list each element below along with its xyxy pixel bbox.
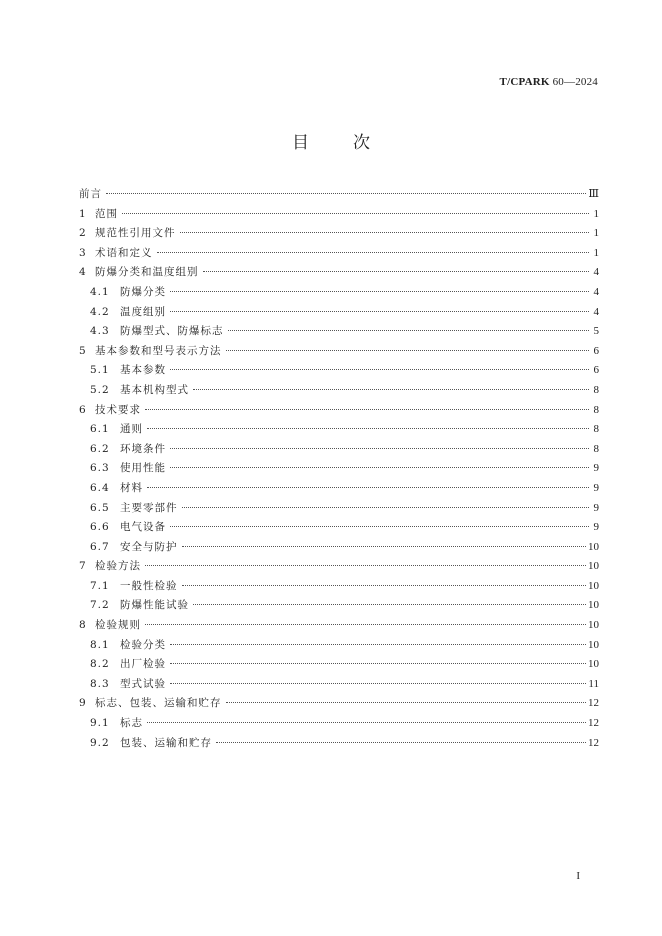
- toc-entry-number: 6.6: [90, 521, 110, 534]
- toc-entry-page: 8: [593, 383, 599, 396]
- toc-entry-number: 3: [79, 246, 87, 259]
- toc-leader-dots: [180, 232, 590, 233]
- toc-entry-page: 9: [593, 521, 599, 534]
- toc-entry[interactable]: [79, 636, 599, 656]
- toc-entry[interactable]: [79, 675, 599, 695]
- toc-leader-dots: [170, 448, 589, 449]
- toc-leader-dots: [182, 546, 587, 547]
- toc-entry-title: 防爆型式、防爆标志: [120, 325, 224, 338]
- toc-entry[interactable]: [79, 557, 599, 577]
- toc-entry-number: 6.2: [90, 442, 110, 455]
- toc-entry-title: 出厂检验: [120, 658, 166, 671]
- toc-entry-title: 检验分类: [120, 638, 166, 651]
- toc-leader-dots: [170, 311, 589, 312]
- standard-code-prefix: T/CPARK: [499, 76, 550, 88]
- toc-entry-page: 8: [593, 423, 599, 436]
- toc-entry[interactable]: [79, 440, 599, 460]
- toc-leader-dots: [193, 389, 589, 390]
- toc-leader-dots: [147, 722, 586, 723]
- toc-entry-page: 10: [588, 658, 599, 671]
- toc-entry-page: 4: [593, 285, 599, 298]
- page-title-char-2: 次: [353, 133, 370, 153]
- table-of-contents: [79, 185, 599, 753]
- toc-entry-title: 温度组别: [120, 305, 166, 318]
- toc-entry-title: 标志: [120, 717, 143, 730]
- toc-leader-dots: [147, 487, 589, 488]
- toc-entry-number: 4.3: [90, 325, 110, 338]
- toc-leader-dots: [203, 271, 590, 272]
- toc-entry-title: 范围: [95, 207, 118, 220]
- toc-leader-dots: [170, 663, 586, 664]
- toc-entry-page: 10: [588, 619, 599, 632]
- toc-entry[interactable]: [79, 205, 599, 225]
- toc-entry-page: 8: [593, 442, 599, 455]
- toc-entry-title: 防爆分类和温度组别: [95, 266, 199, 279]
- toc-entry-number: 8: [79, 619, 87, 632]
- toc-entry-number: 1: [79, 207, 87, 220]
- toc-entry[interactable]: [79, 479, 599, 499]
- toc-entry-page: 5: [593, 325, 599, 338]
- toc-leader-dots: [170, 644, 586, 645]
- toc-entry-page: 11: [588, 677, 599, 690]
- toc-entry-title: 基本机构型式: [120, 383, 189, 396]
- toc-entry-number: 6.4: [90, 481, 110, 494]
- toc-entry[interactable]: [79, 577, 599, 597]
- toc-entry[interactable]: [79, 616, 599, 636]
- toc-leader-dots: [226, 702, 587, 703]
- toc-entry-number: 6.1: [90, 423, 110, 436]
- toc-leader-dots: [182, 507, 590, 508]
- toc-entry[interactable]: [79, 694, 599, 714]
- toc-entry[interactable]: [79, 224, 599, 244]
- toc-entry[interactable]: [79, 538, 599, 558]
- toc-entry-number: 6.5: [90, 501, 110, 514]
- toc-entry-page: 12: [588, 736, 599, 749]
- toc-leader-dots: [216, 742, 586, 743]
- toc-entry-number: 9.2: [90, 736, 110, 749]
- toc-entry-page: 12: [588, 697, 599, 710]
- toc-entry[interactable]: [79, 322, 599, 342]
- toc-entry-number: 9.1: [90, 717, 110, 730]
- toc-leader-dots: [170, 467, 589, 468]
- toc-leader-dots: [157, 252, 590, 253]
- toc-entry[interactable]: [79, 342, 599, 362]
- toc-entry[interactable]: [79, 263, 599, 283]
- toc-entry-page: 9: [593, 501, 599, 514]
- toc-entry-page: 10: [588, 560, 599, 573]
- toc-leader-dots: [170, 369, 589, 370]
- page-title-char-1: 目: [292, 133, 309, 153]
- toc-leader-dots: [147, 428, 589, 429]
- toc-entry[interactable]: [79, 499, 599, 519]
- toc-entry-title: 使用性能: [120, 462, 166, 475]
- toc-entry-number: 7.2: [90, 599, 110, 612]
- toc-entry[interactable]: [79, 303, 599, 323]
- toc-entry[interactable]: [79, 596, 599, 616]
- toc-entry-number: 7: [79, 560, 87, 573]
- toc-entry-page: 4: [593, 305, 599, 318]
- toc-entry[interactable]: [79, 185, 599, 205]
- toc-leader-dots: [170, 526, 589, 527]
- toc-leader-dots: [145, 624, 586, 625]
- toc-leader-dots: [228, 330, 590, 331]
- toc-entry-title: 安全与防护: [120, 540, 178, 553]
- toc-entry-title: 型式试验: [120, 677, 166, 690]
- toc-entry-page: 9: [593, 462, 599, 475]
- toc-entry-number: 5.2: [90, 383, 110, 396]
- toc-entry-number: 4: [79, 266, 87, 279]
- footer-page-number: I: [576, 870, 580, 882]
- toc-entry[interactable]: [79, 244, 599, 264]
- toc-entry-title: 电气设备: [120, 521, 166, 534]
- toc-entry-title: 材料: [120, 481, 143, 494]
- toc-entry-page: 10: [588, 638, 599, 651]
- page-title: [0, 128, 662, 153]
- toc-leader-dots: [145, 565, 586, 566]
- toc-entry-number: 5.1: [90, 364, 110, 377]
- toc-entry-page: 1: [593, 246, 599, 259]
- toc-entry-title: 环境条件: [120, 442, 166, 455]
- toc-leader-dots: [145, 409, 589, 410]
- toc-leader-dots: [182, 585, 587, 586]
- toc-entry-title: 一般性检验: [120, 579, 178, 592]
- toc-entry[interactable]: [79, 401, 599, 421]
- standard-code-number: 60—2024: [552, 76, 598, 88]
- toc-leader-dots: [170, 291, 589, 292]
- toc-entry-number: 8.3: [90, 677, 110, 690]
- toc-entry-number: 9: [79, 697, 87, 710]
- toc-entry-title: 基本参数和型号表示方法: [95, 344, 222, 357]
- toc-entry-page: 1: [593, 227, 599, 240]
- toc-entry-page: 10: [588, 599, 599, 612]
- toc-entry-page: 4: [593, 266, 599, 279]
- toc-entry[interactable]: [79, 655, 599, 675]
- toc-entry-number: 5: [79, 344, 87, 357]
- toc-entry-title: 规范性引用文件: [95, 227, 176, 240]
- toc-entry-title: 技术要求: [95, 403, 141, 416]
- toc-entry-title: 通则: [120, 423, 143, 436]
- toc-entry-title: 防爆性能试验: [120, 599, 189, 612]
- toc-leader-dots: [226, 350, 590, 351]
- toc-entry-number: 7.1: [90, 579, 110, 592]
- toc-entry[interactable]: [79, 283, 599, 303]
- toc-entry-title: 检验方法: [95, 560, 141, 573]
- toc-leader-dots: [122, 213, 589, 214]
- toc-entry-number: 6.3: [90, 462, 110, 475]
- toc-entry-number: 6: [79, 403, 87, 416]
- toc-entry-number: 8.2: [90, 658, 110, 671]
- toc-entry[interactable]: [79, 734, 599, 754]
- toc-entry-title: 检验规则: [95, 619, 141, 632]
- toc-entry-page: Ⅲ: [588, 188, 599, 200]
- toc-entry[interactable]: [79, 714, 599, 734]
- toc-entry-page: 6: [593, 344, 599, 357]
- toc-entry-title: 术语和定义: [95, 246, 153, 259]
- toc-leader-dots: [106, 193, 586, 194]
- toc-entry[interactable]: [79, 420, 599, 440]
- toc-entry[interactable]: [79, 459, 599, 479]
- toc-entry[interactable]: [79, 381, 599, 401]
- toc-entry-page: 1: [593, 207, 599, 220]
- toc-entry[interactable]: [79, 518, 599, 538]
- toc-entry-page: 12: [588, 717, 599, 730]
- toc-entry-number: 4.2: [90, 305, 110, 318]
- toc-entry-number: 8.1: [90, 638, 110, 651]
- toc-entry-page: 10: [588, 579, 599, 592]
- toc-entry-title: 防爆分类: [120, 285, 166, 298]
- toc-entry-number: 6.7: [90, 540, 110, 553]
- toc-entry-page: 6: [593, 364, 599, 377]
- standard-code: [500, 76, 598, 88]
- toc-entry-page: 10: [588, 540, 599, 553]
- toc-entry-title: 基本参数: [120, 364, 166, 377]
- toc-leader-dots: [193, 604, 586, 605]
- toc-entry[interactable]: [79, 361, 599, 381]
- toc-entry-title: 标志、包装、运输和贮存: [95, 697, 222, 710]
- toc-leader-dots: [170, 683, 586, 684]
- toc-entry-page: 9: [593, 481, 599, 494]
- toc-entry-page: 8: [593, 403, 599, 416]
- toc-entry-title: 主要零部件: [120, 501, 178, 514]
- toc-entry-title: 前言: [79, 188, 102, 200]
- toc-entry-number: 2: [79, 227, 87, 240]
- toc-entry-title: 包装、运输和贮存: [120, 736, 212, 749]
- toc-entry-number: 4.1: [90, 285, 110, 298]
